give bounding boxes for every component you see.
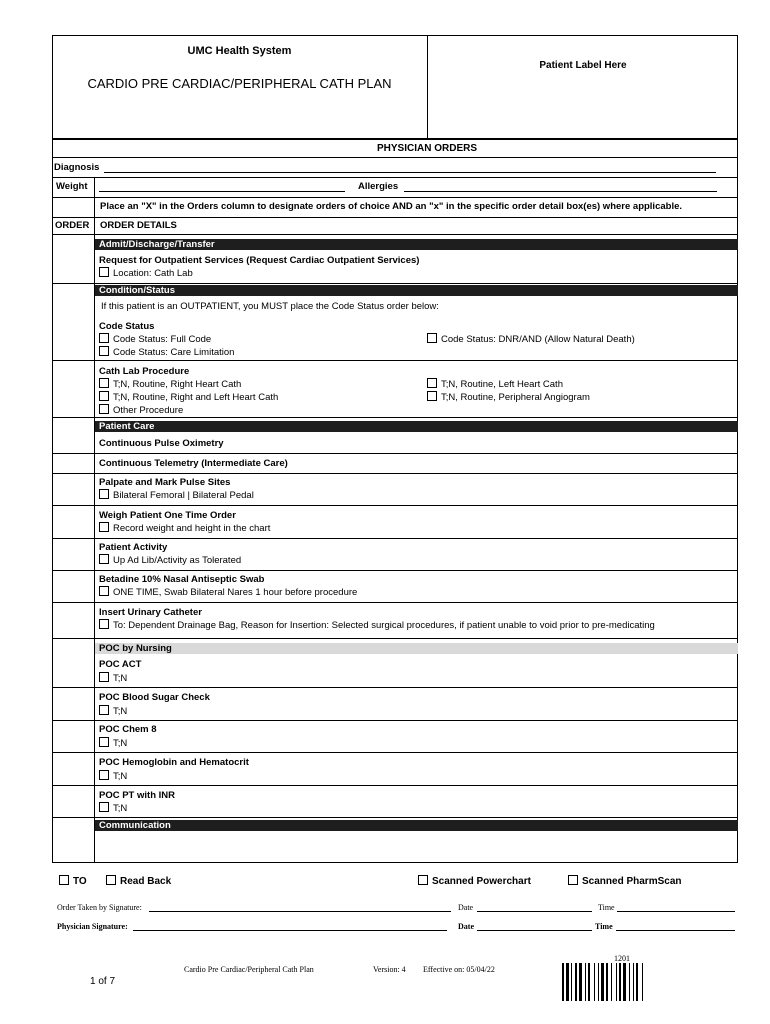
divider — [52, 817, 738, 818]
scanned-powerchart-label: Scanned Powerchart — [432, 876, 531, 887]
patient-label: Patient Label Here — [539, 60, 627, 71]
option-label: Bilateral Femoral | Bilateral Pedal — [113, 490, 254, 501]
telemetry-order: Continuous Telemetry (Intermediate Care) — [99, 458, 288, 469]
header-divider — [427, 35, 428, 139]
barcode-bar — [629, 963, 630, 1001]
divider — [52, 570, 738, 571]
barcode-bar — [579, 963, 582, 1001]
page-number: 1 of 7 — [90, 976, 116, 987]
order-taken-date-label: Date — [458, 903, 474, 912]
option-label: To: Dependent Drainage Bag, Reason for Insertion: Selected surgical procedures, if patient unable to void prior to pre-medicating — [113, 620, 655, 631]
document-name: Cardio Pre Cardiac/Peripheral Cath Plan — [184, 965, 314, 974]
palpate-order-title: Palpate and Mark Pulse Sites — [99, 477, 231, 488]
poc-pt-option[interactable] — [99, 802, 127, 814]
weigh-option[interactable] — [99, 522, 270, 534]
cath-other-option[interactable] — [99, 404, 183, 416]
option-label: Code Status: Full Code — [113, 334, 212, 345]
poc-chem-title: POC Chem 8 — [99, 724, 157, 735]
form-title: CARDIO PRE CARDIAC/PERIPHERAL CATH PLAN — [87, 76, 392, 91]
divider — [52, 752, 738, 753]
activity-option[interactable] — [99, 554, 241, 566]
divider — [52, 217, 738, 218]
version: Version: 4 — [373, 965, 406, 974]
catheter-order-title: Insert Urinary Catheter — [99, 607, 202, 618]
poc-act-option[interactable] — [99, 672, 127, 684]
option-label: Other Procedure — [113, 405, 184, 416]
cath-lab-title: Cath Lab Procedure — [99, 366, 190, 377]
divider — [52, 197, 738, 198]
checkbox[interactable] — [427, 333, 437, 343]
barcode-bar — [598, 963, 599, 1001]
divider — [52, 234, 738, 235]
physician-signature-field[interactable] — [133, 930, 447, 931]
divider — [52, 785, 738, 786]
to-label: TO — [73, 876, 87, 887]
poc-sugar-title: POC Blood Sugar Check — [99, 692, 210, 703]
checkbox[interactable] — [59, 875, 69, 885]
order-column-header: ORDER — [55, 220, 90, 231]
barcode-bar — [585, 963, 586, 1001]
allergies-field[interactable] — [404, 182, 717, 192]
barcode-bar — [616, 963, 617, 1001]
option-label: ONE TIME, Swab Bilateral Nares 1 hour before procedure — [113, 587, 358, 598]
cath-peripheral-option[interactable] — [427, 391, 590, 403]
barcode-number: 1201 — [614, 954, 630, 963]
order-taken-label: Order Taken by Signature: — [57, 903, 142, 912]
weigh-order-title: Weigh Patient One Time Order — [99, 510, 236, 521]
outpatient-option[interactable] — [99, 267, 193, 279]
poc-chem-option[interactable] — [99, 737, 127, 749]
weight-field[interactable] — [99, 182, 345, 192]
option-label: T;N — [113, 803, 128, 814]
checkbox[interactable] — [99, 391, 109, 401]
poc-pt-title: POC PT with INR — [99, 790, 175, 801]
checkbox[interactable] — [99, 770, 109, 780]
option-label: T;N, Routine, Right and Left Heart Cath — [113, 392, 279, 403]
physician-signature-label: Physician Signature: — [57, 922, 128, 931]
code-status-title: Code Status — [99, 321, 155, 332]
barcode-bar — [571, 963, 572, 1001]
divider — [94, 177, 95, 197]
divider — [52, 360, 738, 361]
checkbox[interactable] — [99, 554, 109, 564]
barcode-bar — [642, 963, 643, 1001]
outpatient-order-title: Request for Outpatient Services (Request Cardiac Outpatient Services) — [99, 255, 420, 266]
divider — [52, 687, 738, 688]
option-label: Location: Cath Lab — [113, 268, 193, 279]
checkbox[interactable] — [99, 619, 109, 629]
barcode-bar — [623, 963, 626, 1001]
barcode-bar — [606, 963, 608, 1001]
barcode-bar — [575, 963, 577, 1001]
cath-right-option[interactable] — [99, 378, 241, 390]
details-column-header: ORDER DETAILS — [100, 220, 177, 231]
option-label: T;N — [113, 771, 128, 782]
barcode-bar — [633, 963, 634, 1001]
checkbox[interactable] — [427, 391, 437, 401]
section-poc: POC by Nursing — [95, 643, 738, 654]
poc-sugar-option[interactable] — [99, 705, 127, 717]
option-label: T;N — [113, 738, 128, 749]
diagnosis-field[interactable] — [104, 163, 716, 173]
poc-hgb-option[interactable] — [99, 770, 127, 782]
option-label: T;N — [113, 706, 128, 717]
divider — [52, 453, 738, 454]
option-label: Code Status: DNR/AND (Allow Natural Death) — [441, 334, 635, 345]
barcode — [562, 963, 694, 1001]
option-label: Up Ad Lib/Activity as Tolerated — [113, 555, 242, 566]
barcode-bar — [562, 963, 564, 1001]
checkbox[interactable] — [99, 672, 109, 682]
checkbox[interactable] — [99, 705, 109, 715]
option-label: Record weight and height in the chart — [113, 523, 271, 534]
order-taken-signature-field[interactable] — [149, 911, 451, 912]
scanned-pharmscan-checkbox[interactable] — [568, 875, 681, 887]
checkbox[interactable] — [99, 586, 109, 596]
code-dnr-option[interactable] — [427, 333, 635, 345]
option-label: T;N, Routine, Peripheral Angiogram — [441, 392, 590, 403]
pulse-ox-order: Continuous Pulse Oximetry — [99, 438, 224, 449]
section-admit: Admit/Discharge/Transfer — [95, 239, 738, 250]
physician-date-label: Date — [458, 922, 474, 931]
betadine-order-title: Betadine 10% Nasal Antiseptic Swab — [99, 574, 265, 585]
order-taken-time-field[interactable] — [617, 911, 735, 912]
divider — [52, 417, 738, 418]
order-cell[interactable] — [53, 252, 94, 282]
divider — [52, 505, 738, 506]
palpate-option[interactable] — [99, 489, 254, 501]
barcode-bar — [611, 963, 612, 1001]
poc-hgb-title: POC Hemoglobin and Hematocrit — [99, 757, 249, 768]
org-name: UMC Health System — [187, 45, 292, 57]
checkbox[interactable] — [99, 404, 109, 414]
divider — [94, 197, 95, 217]
diagnosis-label: Diagnosis — [54, 162, 100, 173]
section-patient-care: Patient Care — [95, 421, 738, 432]
checkbox[interactable] — [99, 333, 109, 343]
barcode-bar — [619, 963, 621, 1001]
divider — [52, 638, 738, 639]
condition-note: If this patient is an OUTPATIENT, you MUST place the Code Status order below: — [101, 301, 439, 312]
checkbox[interactable] — [106, 875, 116, 885]
divider — [52, 157, 738, 158]
barcode-bar — [588, 963, 590, 1001]
checkbox[interactable] — [99, 346, 109, 356]
poc-act-title: POC ACT — [99, 659, 142, 670]
instruction-text: Place an "X" in the Orders column to designate orders of choice AND an "x" in the specific order detail box(es) where applicable. — [100, 201, 683, 212]
physician-date-field[interactable] — [477, 930, 592, 931]
physician-time-field[interactable] — [616, 930, 735, 931]
section-condition: Condition/Status — [95, 285, 738, 296]
checkbox[interactable] — [568, 875, 578, 885]
checkbox[interactable] — [427, 378, 437, 388]
checkbox[interactable] — [99, 522, 109, 532]
allergies-label: Allergies — [358, 181, 399, 192]
divider — [52, 177, 738, 178]
order-taken-time-label: Time — [598, 903, 615, 912]
checkbox[interactable] — [99, 489, 109, 499]
divider — [52, 602, 738, 603]
section-communication: Communication — [95, 820, 738, 831]
checkbox[interactable] — [99, 802, 109, 812]
option-label: Code Status: Care Limitation — [113, 347, 235, 358]
option-label: T;N — [113, 673, 128, 684]
scanned-pharmscan-label: Scanned PharmScan — [582, 876, 682, 887]
divider — [52, 473, 738, 474]
cath-both-option[interactable] — [99, 391, 278, 403]
checkbox[interactable] — [99, 267, 109, 277]
code-care-option[interactable] — [99, 346, 234, 358]
divider — [52, 283, 738, 284]
divider — [52, 720, 738, 721]
order-column-divider — [94, 217, 95, 863]
physician-time-label: Time — [595, 922, 613, 931]
checkbox[interactable] — [418, 875, 428, 885]
cath-left-option[interactable] — [427, 378, 563, 390]
barcode-bar — [601, 963, 604, 1001]
checkbox[interactable] — [99, 378, 109, 388]
order-taken-date-field[interactable] — [477, 911, 592, 912]
option-label: T;N, Routine, Left Heart Cath — [441, 379, 563, 390]
effective-date: Effective on: 05/04/22 — [423, 965, 495, 974]
barcode-bar — [594, 963, 595, 1001]
scanned-powerchart-checkbox[interactable] — [418, 875, 531, 887]
checkbox[interactable] — [99, 737, 109, 747]
option-label: T;N, Routine, Right Heart Cath — [113, 379, 242, 390]
code-full-option[interactable] — [99, 333, 211, 345]
barcode-bar — [636, 963, 638, 1001]
read-back-label: Read Back — [120, 876, 172, 887]
weight-label: Weight — [56, 181, 88, 192]
read-back-checkbox[interactable] — [106, 875, 171, 887]
to-checkbox[interactable] — [59, 875, 87, 887]
divider — [52, 538, 738, 539]
barcode-bar — [566, 963, 569, 1001]
catheter-option[interactable] — [99, 619, 655, 631]
section-title: PHYSICIAN ORDERS — [376, 143, 477, 154]
activity-order-title: Patient Activity — [99, 542, 168, 553]
betadine-option[interactable] — [99, 586, 357, 598]
